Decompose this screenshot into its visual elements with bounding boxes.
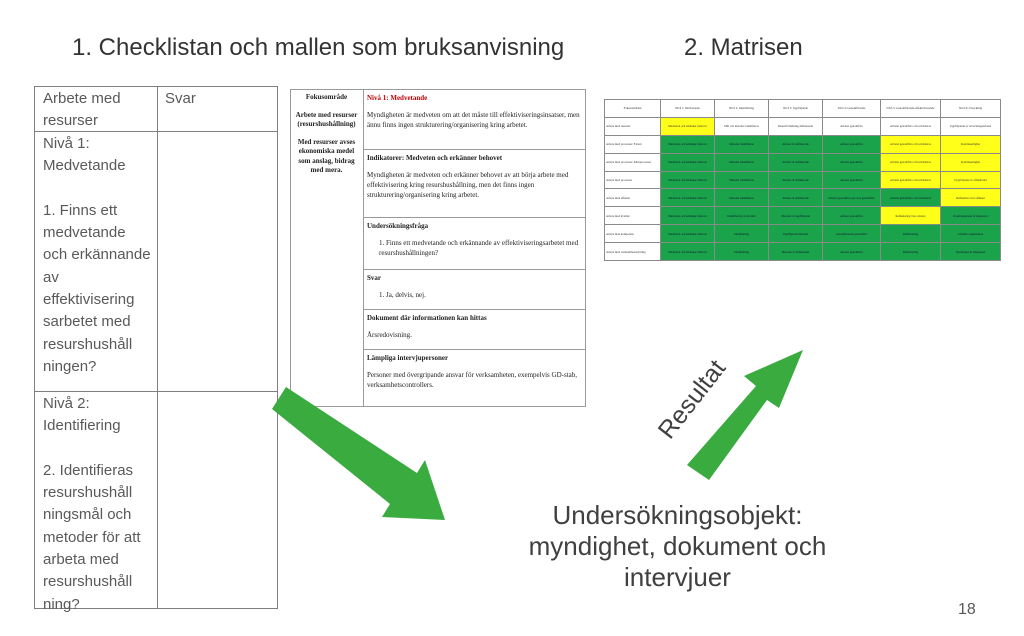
matrix-cell: Medveten och erkänner behovet [661, 135, 715, 153]
matrix-cell: Identifiering [715, 243, 769, 261]
template-focus-subject: Arbete med resurser (resurshushållning) [295, 110, 358, 128]
matrix-cell: Metoder identifieras [715, 135, 769, 153]
matrix-cell: Uppföljande av utvecklingsarbetet [941, 117, 1001, 135]
template-section-documents: Dokument där informationen kan hittas Årsredovisning. [367, 314, 487, 339]
template-focus-title: Fokusområde [305, 93, 348, 101]
matrix-cell: Identifiering av kvalitet [715, 207, 769, 225]
checklist-row-level2: Nivå 2: Identifiering 2. Identifieras resurshushåll ningsmål och metoder för att arbeta med resurshushåll ning? [43, 395, 141, 613]
matrix-cell: Medveten och erkänner behovet [661, 171, 715, 189]
matrix-cell: Arbetet genomförs [823, 243, 881, 261]
checklist-header-answer: Svar [165, 90, 196, 107]
matrix-cell: Arbetet är definierade [769, 153, 823, 171]
matrix-header-cell: Nivå 6: Utveckling [941, 100, 1001, 118]
matrix-cell: Metoder är definierade [769, 243, 823, 261]
matrix-cell: Arbetet genomförs [823, 153, 881, 171]
matrix-row-label: Arbete med kompetens [605, 225, 661, 243]
matrix-cell: Medveten och erkänner behovet [661, 243, 715, 261]
matrix-cell: Lärande organisation [941, 225, 1001, 243]
page-number: 18 [958, 601, 976, 618]
matrix-cell: Arbetet genomförs och utvärderas [881, 171, 941, 189]
matrix-cell: Medveten och erkänner behovet [661, 225, 715, 243]
template-focus-description: Med resurser avses ekonomiska medel som anslag, bidrag med mera. [297, 137, 356, 174]
title-matrix: 2. Matrisen [684, 34, 803, 61]
matrix-cell: Metoder identifieras [715, 171, 769, 189]
matrix-cell: Genomförande genomförs [823, 225, 881, 243]
matrix-cell: Medveten och erkänner behovet [661, 153, 715, 171]
matrix-header-cell: Nivå 1: Medvetande [661, 100, 715, 118]
matrix-cell: Kontinuerlighet [941, 153, 1001, 171]
matrix-cell: Arbetet genomförs-process genomförs [823, 189, 881, 207]
matrix-cell: Medveten och erkänner behovet [661, 207, 715, 225]
matrix-row-label: Arbete med processer: Kärnprocesser [605, 153, 661, 171]
matrix-cell: Metoder identifieras [715, 153, 769, 171]
checklist-row-level1: Nivå 1: Medvetande 1. Finns ett medvetande och erkännande av effektivisering sarbetet med resurshushåll ningen? [43, 135, 151, 375]
matrix-cell: Kvalitetsarbetet är integrerat [941, 207, 1001, 225]
matrix-row-label: Arbete med processer: Extern [605, 135, 661, 153]
matrix-cell: Styrningen är integrerad [941, 243, 1001, 261]
matrix-cell: Arbetet är definierade [769, 135, 823, 153]
matrix-cell: Medveten och erkänner behovet [661, 189, 715, 207]
matrix-cell: Reflektion över effekter [941, 189, 1001, 207]
matrix-row-label: Arbete med kvalitet [605, 207, 661, 225]
template-section-interviewees: Lämpliga intervjupersoner Personer med övergripande ansvar för verksamheten, exempelvis GD-stab, verksamhetscontrollers. [367, 354, 577, 389]
matrix-cell: Arbetet är definierade [769, 171, 823, 189]
matrix-cell: Arbetet genomförs [823, 135, 881, 153]
matrix-cell: Arbetet genomförs [823, 207, 881, 225]
matrix-row-label: Arbete med effekter [605, 189, 661, 207]
matrix-cell: Uppföljande metoder [769, 225, 823, 243]
matrix-cell: Identifiering [715, 225, 769, 243]
matrix-cell: Arbetet är definierade [769, 189, 823, 207]
title-checklist: 1. Checklistan och mallen som bruksanvisning [72, 34, 565, 61]
matrix-cell: Arbetet genomförs och utvärderas [881, 117, 941, 135]
matrix-cell: Arbetet genomförs och utvärderas [881, 153, 941, 171]
checklist-header-topic: Arbete med resurser [43, 90, 121, 130]
arrow-down-right-icon [272, 387, 445, 520]
template-section-indicators: Indikatorer: Medveten och erkänner behovet Myndigheten är medveten och erkänner behovet av att börja arbete med effektivisering kring resurshushållning, men det finns ingen strukturering/organisering kring arbetet. [367, 154, 569, 199]
matrix-header-cell: Nivå 5: Genomförande-effektiviserande [881, 100, 941, 118]
template-section-level: Nivå 1: Medvetande Myndigheten är medveten om att det måste till effektiviseringsinsatser, men ännu finns ingen strukturering/organisering kring arbetet. [367, 94, 580, 129]
matrix-cell: Reflektering [881, 225, 941, 243]
matrix-row-label: Arbete med verksamhetsstyrning [605, 243, 661, 261]
matrix-header-cell: Nivå 3: Uppföljande [769, 100, 823, 118]
matrix-cell: Medveten och erkänner behovet [661, 117, 715, 135]
result-label: Resultat [652, 354, 732, 445]
matrix-header-cell: Fokusområden [605, 100, 661, 118]
matrix-cell: Mål och metoder identifieras [715, 117, 769, 135]
research-objects-text: Undersökningsobjekt: myndighet, dokument och intervjuer [528, 500, 827, 592]
template-section-answer: Svar 1. Ja, delvis, nej. [367, 274, 426, 299]
matrix-cell: Kontinuerlighet [941, 135, 1001, 153]
matrix-cell: Metoder identifieras [715, 189, 769, 207]
template-section-question: Undersökningsfråga 1. Finns ett medvetande och erkännande av effektiviseringsarbetet med resurshushållningen? [367, 222, 579, 257]
matrix-cell: Arbetet genomförs och utvärderas [881, 189, 941, 207]
matrix-cell: Resursfördelning definierade [769, 117, 823, 135]
matrix-header-cell: Nivå 4: Genomförande [823, 100, 881, 118]
matrix-cell: Arbetet genomförs [823, 117, 881, 135]
matrix-cell: Arbetet genomförs och utvärderas [881, 135, 941, 153]
matrix-header-cell: Nivå 2: Identifiering [715, 100, 769, 118]
matrix-row-label: Arbete med resurser [605, 117, 661, 135]
matrix-cell: Metoder är uppföljande [769, 207, 823, 225]
matrix-row-label: Arbete med processer [605, 171, 661, 189]
matrix-cell: Arbetet genomförs [823, 171, 881, 189]
matrix-cell: Uppföljande av effektivitet [941, 171, 1001, 189]
matrix-cell: Reflektering [881, 243, 941, 261]
matrix-cell: Reflektering över arbetet [881, 207, 941, 225]
